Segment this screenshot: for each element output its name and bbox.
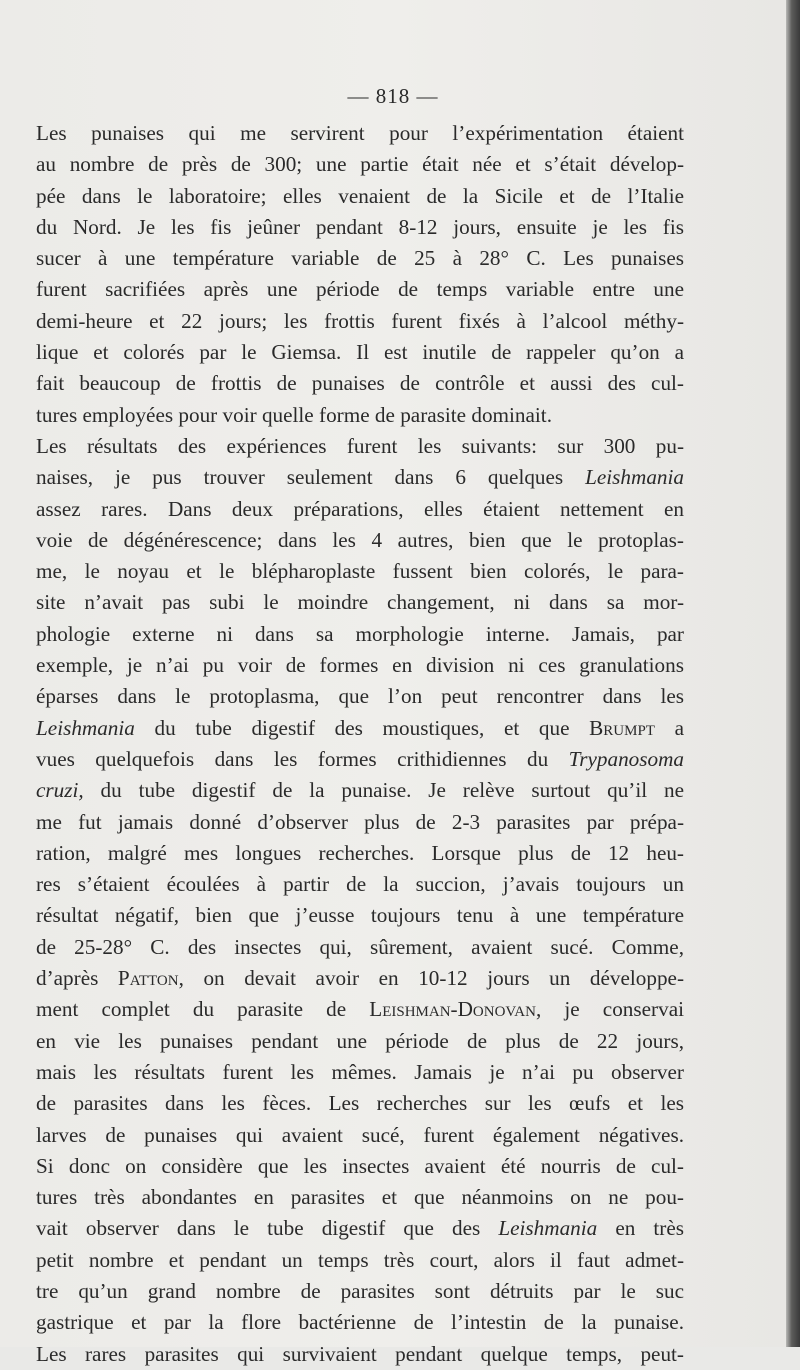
text-line: Si donc on considère que les insectes avaient été nourris de cul- xyxy=(36,1153,684,1178)
text-line: phologie externe ni dans sa morphologie interne. Jamais, par xyxy=(36,621,684,646)
text-line: petit nombre et pendant un temps très court, alors il faut admet- xyxy=(36,1247,684,1272)
page-number: — 818 — xyxy=(347,84,439,108)
text-fragment: du tube digestif des moustiques, et que xyxy=(134,715,590,740)
text-line: me fut jamais donné d’observer plus de 2-3 parasites par prépa- xyxy=(36,809,684,834)
page-edge xyxy=(786,0,800,1347)
text-fragment: en très xyxy=(597,1216,684,1241)
text-line: en vie les punaises pendant une période de plus de 22 jours, xyxy=(36,1028,684,1053)
text-line: de parasites dans les fèces. Les recherches sur les œufs et les xyxy=(36,1091,684,1116)
text-line: larves de punaises qui avaient sucé, furent également négatives. xyxy=(36,1122,684,1147)
text-line: me, le noyau et le blépharoplaste fussent bien colorés, le para- xyxy=(36,559,684,584)
text-line xyxy=(36,713,684,744)
species-name: Leishmania xyxy=(498,1216,598,1241)
text-fragment: vues quelquefois dans les formes crithidiennes du xyxy=(36,746,569,771)
text-fragment: , on devait avoir en 10-12 jours un développe- xyxy=(178,966,684,991)
body-text xyxy=(36,118,684,1370)
text-fragment: a xyxy=(654,715,684,740)
species-name: Trypanosoma xyxy=(568,746,684,771)
author-name: Brumpt xyxy=(589,715,655,740)
author-name: Leishman-Donovan xyxy=(369,997,536,1022)
text-line: furent sacrifiées après une période de temps variable entre une xyxy=(36,277,684,302)
text-line: tures employées pour voir quelle forme de parasite dominait. xyxy=(36,402,552,427)
text-line xyxy=(36,963,684,994)
text-line: gastrique et par la flore bactérienne de l’intestin de la punaise. xyxy=(36,1310,684,1335)
text-line xyxy=(36,1213,684,1244)
text-line: res s’étaient écoulées à partir de la succion, j’avais toujours un xyxy=(36,872,684,897)
text-line: Les punaises qui me servirent pour l’expérimentation étaient xyxy=(36,121,684,145)
text-line: sucer à une température variable de 25 à 28° C. Les punaises xyxy=(36,246,684,271)
text-fragment: , je conservai xyxy=(535,997,684,1022)
text-line xyxy=(36,462,684,493)
text-line: du Nord. Je les fis jeûner pendant 8-12 jours, ensuite je les fis xyxy=(36,214,684,239)
text-fragment: naises, je pus trouver seulement dans 6 quelques xyxy=(36,465,586,490)
text-line: pée dans le laboratoire; elles venaient de la Sicile et de l’Italie xyxy=(36,183,684,208)
text-line: tre qu’un grand nombre de parasites sont détruits par le suc xyxy=(36,1278,684,1303)
species-name: cruzi, xyxy=(36,778,84,803)
text-line: de 25-28° C. des insectes qui, sûrement, avaient sucé. Comme, xyxy=(36,934,684,959)
text-fragment: du tube digestif de la punaise. Je relève surtout qu’il ne xyxy=(83,778,684,803)
text-line: Les résultats des expériences furent les suivants: sur 300 pu- xyxy=(36,433,684,458)
text-line xyxy=(36,744,684,775)
species-name: Leishmania xyxy=(585,465,684,490)
text-line: éparses dans le protoplasma, que l’on peut rencontrer dans les xyxy=(36,684,684,709)
text-line: tures très abondantes en parasites et que néanmoins on ne pou- xyxy=(36,1185,684,1210)
text-line: fait beaucoup de frottis de punaises de contrôle et aussi des cul- xyxy=(36,371,684,396)
text-line: exemple, je n’ai pu voir de formes en division ni ces granulations xyxy=(36,653,684,678)
text-line xyxy=(36,994,684,1025)
text-line: au nombre de près de 300; une partie était née et s’était dévelop- xyxy=(36,152,684,177)
author-name: Patton xyxy=(117,966,179,991)
text-line: Les rares parasites qui survivaient pendant quelque temps, peut- xyxy=(36,1341,684,1366)
species-name: Leishmania xyxy=(36,715,135,740)
text-line: voie de dégénérescence; dans les 4 autres, bien que le protoplas- xyxy=(36,527,684,552)
text-line: assez rares. Dans deux préparations, elles étaient nettement en xyxy=(36,496,684,521)
text-fragment: d’après xyxy=(36,966,118,991)
text-line: résultat négatif, bien que j’eusse toujours tenu à une température xyxy=(36,903,684,928)
text-line: ration, malgré mes longues recherches. Lorsque plus de 12 heu- xyxy=(36,840,684,865)
text-line xyxy=(36,775,684,806)
text-line: lique et colorés par le Giemsa. Il est inutile de rappeler qu’on a xyxy=(36,340,684,365)
text-fragment: ment complet du parasite de xyxy=(36,997,370,1022)
text-line: demi-heure et 22 jours; les frottis furent fixés à l’alcool méthy- xyxy=(36,308,684,333)
text-line: mais les résultats furent les mêmes. Jamais je n’ai pu observer xyxy=(36,1059,684,1084)
text-line: site n’avait pas subi le moindre changement, ni dans sa mor- xyxy=(36,590,684,615)
text-fragment: vait observer dans le tube digestif que des xyxy=(36,1216,499,1241)
